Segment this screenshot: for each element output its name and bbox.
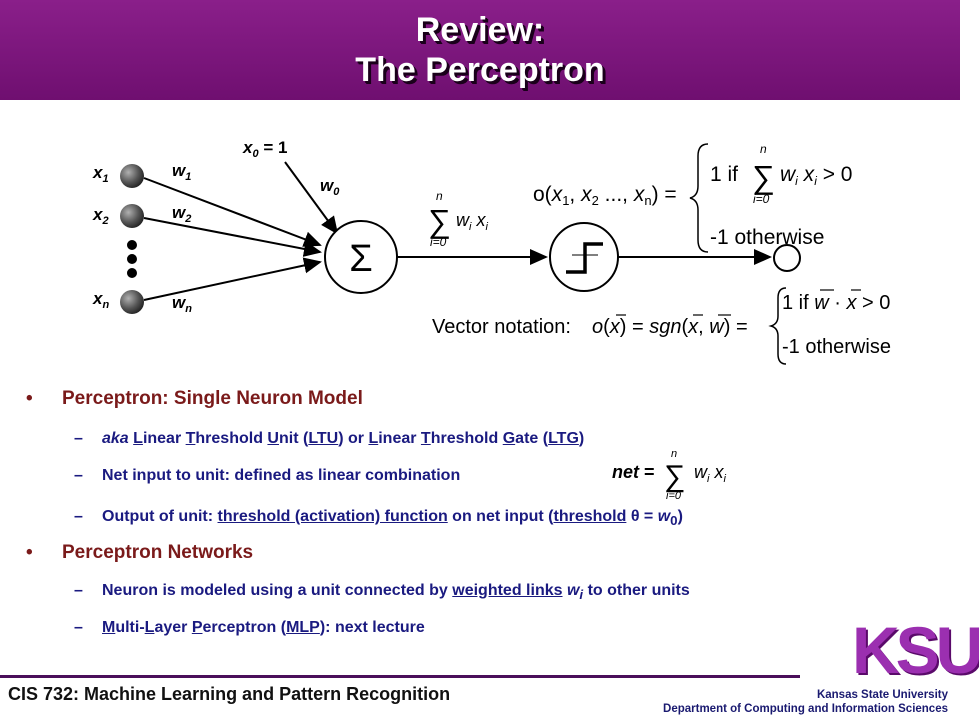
ksu-logo: KSU	[852, 613, 979, 687]
footer-divider	[0, 675, 800, 678]
sub-bullet-aka: – aka Linear Threshold Unit (LTU) or Linear Threshold Gate (LTG)	[74, 430, 585, 447]
input-label-n: $x_n$	[93, 289, 110, 311]
input-node-2	[120, 204, 144, 228]
bullet-text: Perceptron: Single Neuron Model	[62, 388, 363, 409]
net-formula-sigma: ∑	[664, 460, 686, 493]
sub-bullet-mlp: – Multi-Layer Perceptron (MLP): next lecture	[74, 619, 425, 636]
title-line-1: Review:	[415, 11, 545, 49]
net-sum-upper: n	[436, 189, 443, 203]
bias-weight-label: $w_0$	[320, 176, 340, 198]
university-info	[663, 688, 948, 716]
input-node-n	[120, 290, 144, 314]
slide-title	[0, 10, 960, 90]
net-formula-term: $w_i$ $x_i$	[694, 462, 726, 485]
input-node-1	[120, 164, 144, 188]
bullet-perceptron-networks: • Perceptron Networks	[26, 542, 254, 563]
sub-bullet-output: – Output of unit: threshold (activation) function on net input (threshold $\theta = w_0$)	[74, 508, 683, 529]
sigma-symbol: Σ	[349, 238, 373, 280]
net-sum-term: $w_i$ $x_i$	[456, 210, 488, 233]
input-label-2: $x_2$	[93, 205, 109, 227]
weight-label-2: $w_2$	[172, 203, 192, 225]
net-sum-sigma: ∑	[428, 203, 451, 239]
ellipsis-dot	[127, 268, 137, 278]
vector-notation-label: Vector notation:	[432, 316, 571, 338]
vector-case-1: 1 if w · x > 0	[782, 292, 891, 314]
course-title: CIS 732: Machine Learning and Pattern Recognition	[8, 684, 451, 704]
output-function-lhs: o(x1, x2 ..., xn) =	[533, 183, 677, 208]
weight-label-n: $w_n$	[172, 293, 192, 315]
input-label-1: $x_1$	[93, 163, 109, 185]
output-case-1: 1 if	[710, 163, 739, 186]
weight-label-1: $w_1$	[172, 161, 192, 183]
sub-bullet-net-input: – Net input to unit: defined as linear combination	[74, 467, 461, 484]
output-brace	[690, 144, 708, 252]
bias-arrow	[285, 162, 337, 233]
bias-input-label: $x_0 = 1$	[243, 138, 288, 160]
output-case-sum-sigma: ∑	[752, 159, 775, 195]
university-name: Kansas State University	[816, 689, 948, 701]
title-line-2: The Perceptron	[355, 51, 605, 89]
net-formula-lhs: net =	[612, 462, 655, 482]
bullet-text: Perceptron Networks	[62, 542, 254, 563]
department-name: Department of Computing and Information Sciences	[663, 703, 948, 715]
ellipsis-dot	[127, 240, 137, 250]
net-sum-lower: i=0	[430, 235, 447, 249]
net-formula-lower: i=0	[666, 490, 681, 502]
vector-notation-expr: o(x) = sgn(x, w) =	[592, 316, 748, 338]
output-case-2: -1 otherwise	[710, 226, 825, 249]
output-case-sum-upper: n	[760, 142, 767, 156]
vector-case-2: -1 otherwise	[782, 336, 891, 358]
bullet-perceptron-model: • Perceptron: Single Neuron Model	[26, 388, 363, 409]
perceptron-diagram	[0, 100, 960, 380]
net-formula	[610, 446, 750, 502]
ellipsis-dot	[127, 254, 137, 264]
output-case-1-term: wi xi > 0	[780, 163, 853, 188]
output-case-sum-lower: i=0	[753, 192, 770, 206]
sub-bullet-weighted-links: – Neuron is modeled using a unit connected by weighted links $w_i$ to other units	[74, 582, 690, 603]
sub-bullet-text: Net input to unit: defined as linear combination	[102, 467, 461, 484]
net-formula-upper: n	[671, 448, 678, 460]
input-arrow-n	[144, 262, 320, 300]
